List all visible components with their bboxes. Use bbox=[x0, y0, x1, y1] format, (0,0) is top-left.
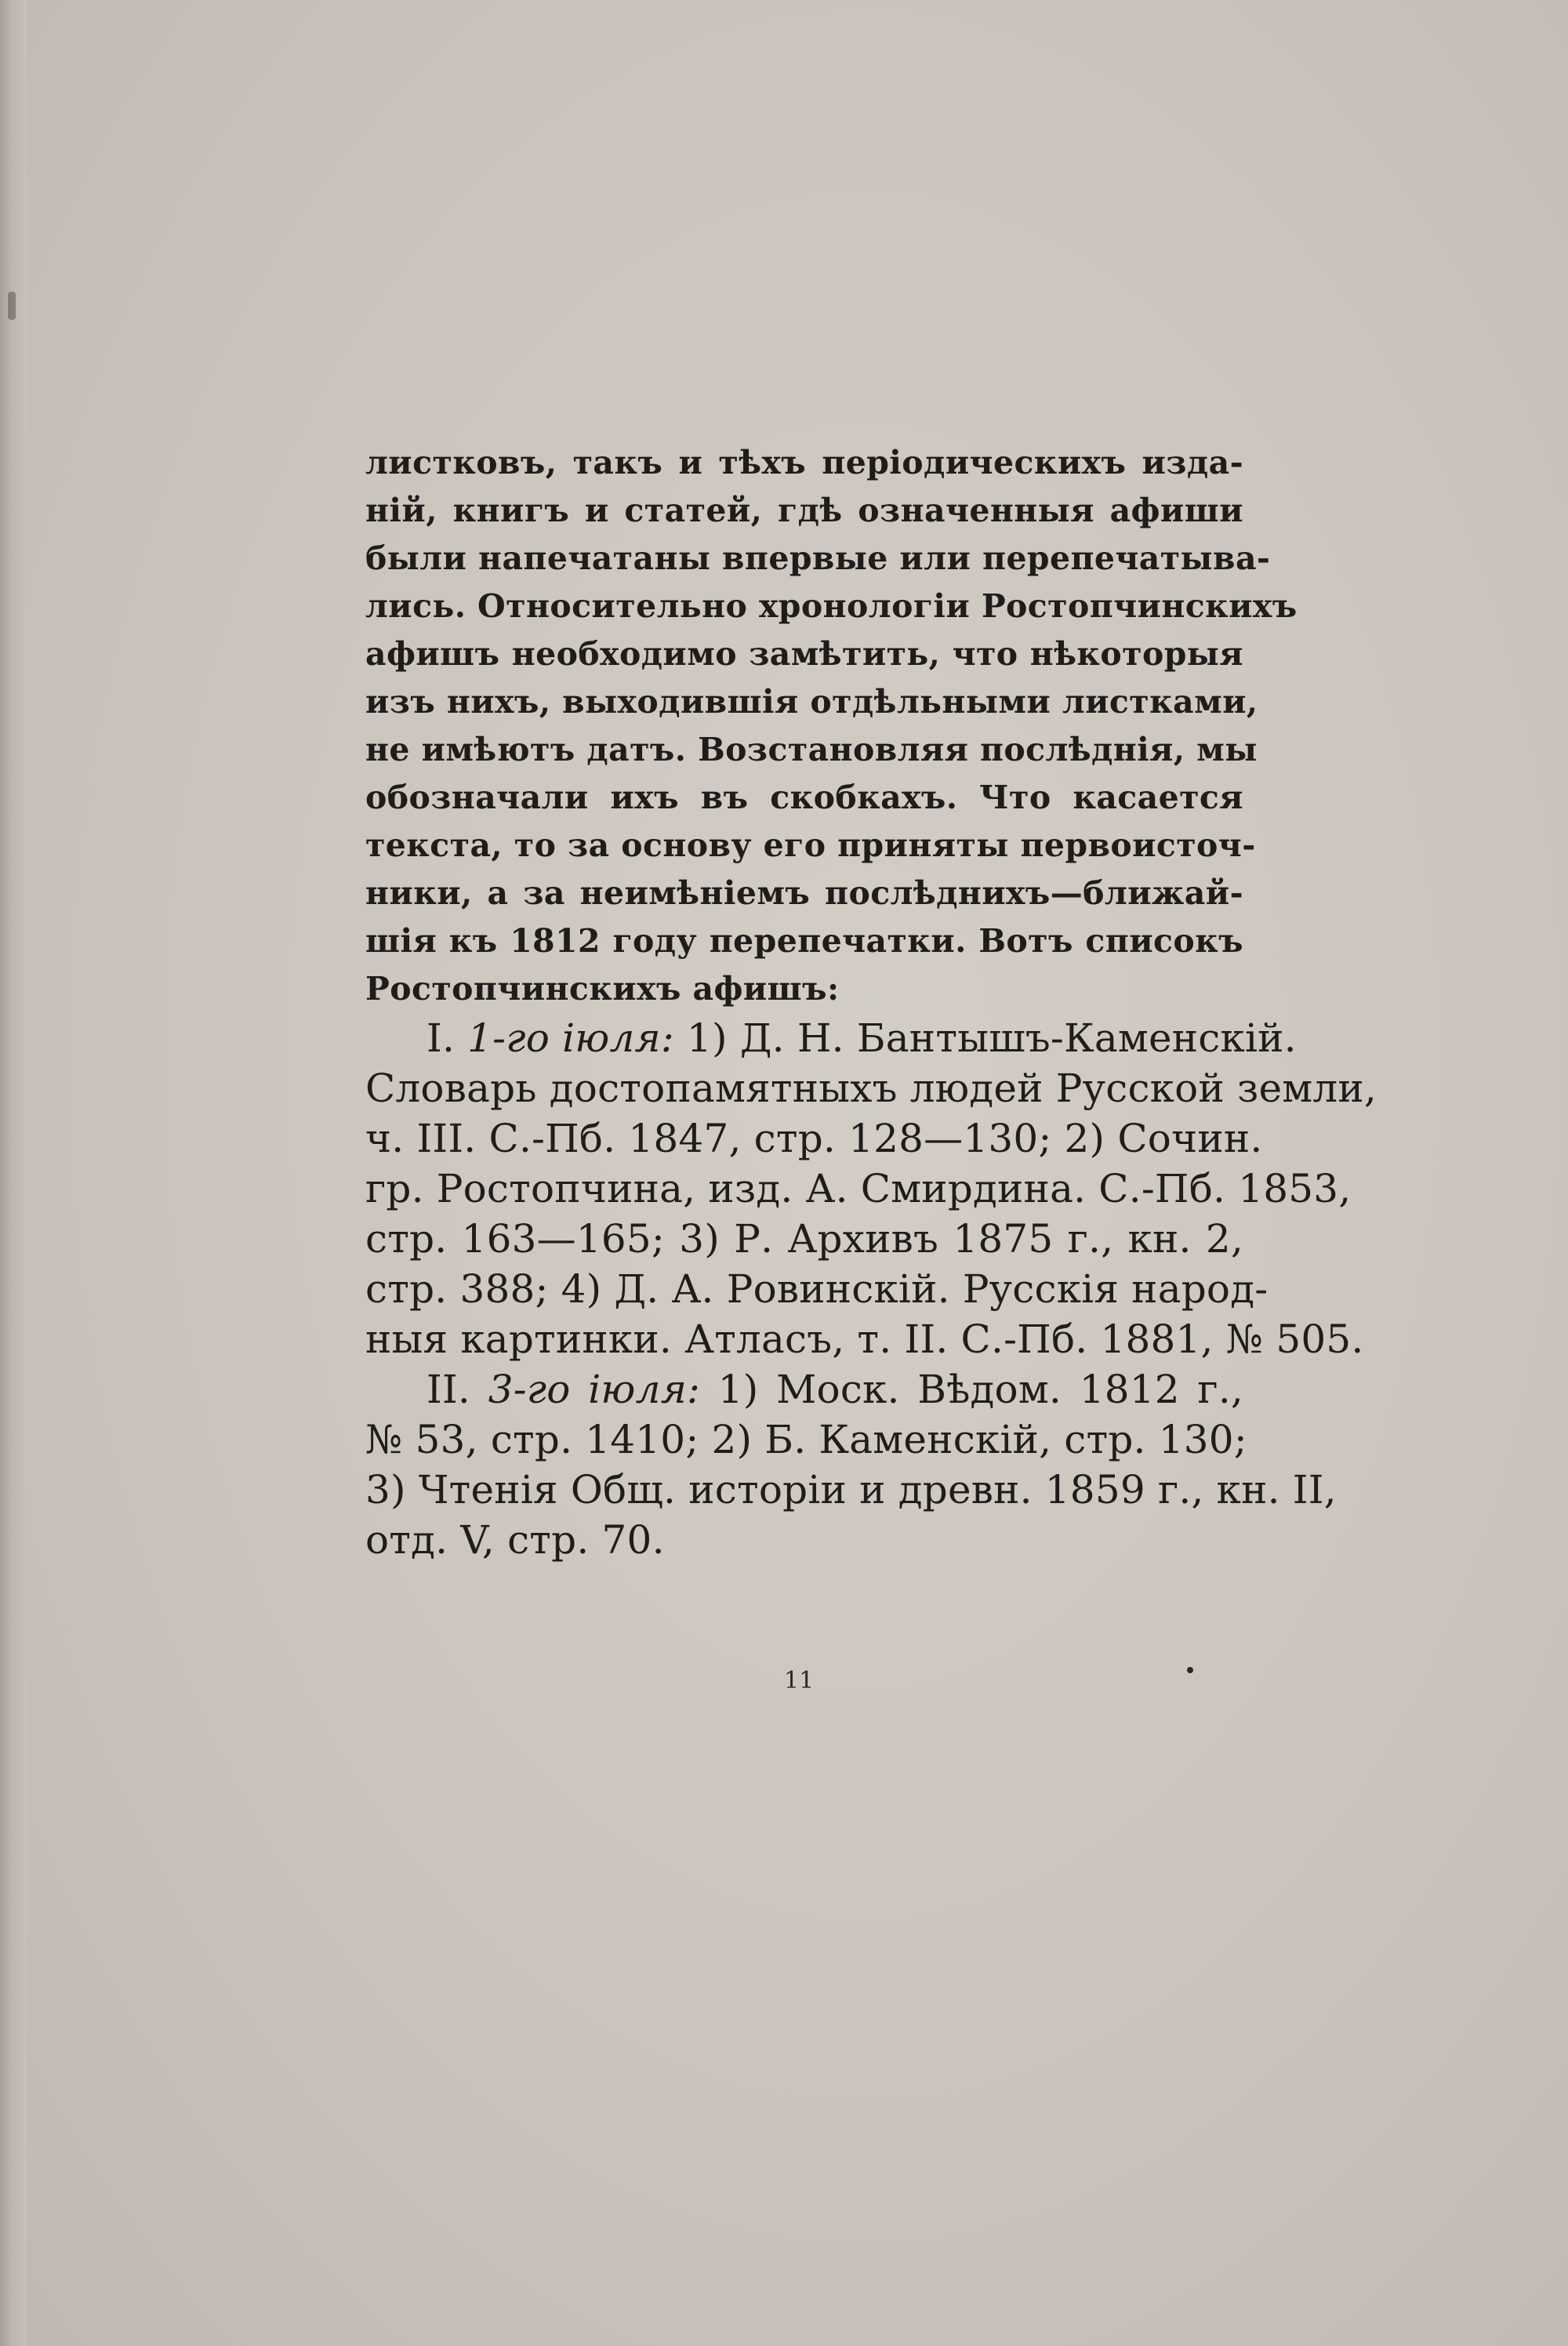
paragraph-line: шія къ 1812 году перепечатки. Вотъ списокъ bbox=[365, 922, 1243, 960]
paragraph-line: ній, книгъ и статей, гдѣ означенныя афиши bbox=[365, 492, 1243, 529]
entry-line: № 53, стр. 1410; 2) Б. Каменскій, стр. 130; bbox=[365, 1417, 1247, 1462]
binding-mark bbox=[8, 292, 16, 320]
ink-speck bbox=[1187, 1667, 1193, 1673]
entry-line: ныя картинки. Атласъ, т. II. С.-Пб. 1881, № 505. bbox=[365, 1316, 1364, 1362]
bibliography-entry-2 bbox=[365, 1364, 1337, 1565]
entry-first-line bbox=[365, 1013, 1297, 1063]
page-text-block bbox=[365, 439, 1377, 1565]
entry-date: 3-го іюля: bbox=[488, 1367, 701, 1412]
paragraph-line: афишъ необходимо замѣтить, что нѣкоторыя bbox=[365, 635, 1243, 673]
entry-line: гр. Ростопчина, изд. А. Смирдина. С.-Пб. 1853, bbox=[365, 1166, 1352, 1211]
bibliography-entry-1 bbox=[365, 1013, 1377, 1364]
paragraph-line: текста, то за основу его приняты первоисточ- bbox=[365, 826, 1256, 864]
paragraph-line: ники, а за неимѣніемъ послѣднихъ—ближай- bbox=[365, 874, 1243, 912]
paragraph-line: листковъ, такъ и тѣхъ періодическихъ изда- bbox=[365, 444, 1243, 481]
paragraph-line: лись. Относительно хронологіи Ростопчинскихъ bbox=[365, 587, 1298, 625]
paragraph-line: не имѣютъ датъ. Возстановляя послѣднія, мы bbox=[365, 731, 1258, 768]
entry-line: отд. V, стр. 70. bbox=[365, 1517, 665, 1563]
entry-first-line-text: 1) Д. Н. Бантышъ-Каменскій. bbox=[687, 1015, 1297, 1061]
entry-numeral: I. bbox=[426, 1015, 456, 1061]
entry-numeral: II. bbox=[426, 1367, 470, 1412]
page-gutter-edge bbox=[0, 0, 27, 2346]
paragraph-line: Ростопчинскихъ афишъ: bbox=[365, 970, 840, 1008]
paragraph-line: обозначали ихъ въ скобкахъ. Что касается bbox=[365, 779, 1243, 816]
entry-line: 3) Чтенія Общ. исторіи и древн. 1859 г., кн. II, bbox=[365, 1467, 1337, 1513]
page-number: 11 bbox=[784, 1667, 815, 1694]
intro-paragraph bbox=[365, 439, 1298, 1013]
entry-first-line bbox=[365, 1364, 1243, 1414]
paragraph-line: изъ нихъ, выходившія отдѣльными листками, bbox=[365, 683, 1258, 721]
entry-first-line-text: 1) Моск. Вѣдом. 1812 г., bbox=[717, 1367, 1244, 1412]
entry-line: Словарь достопамятныхъ людей Русской земли, bbox=[365, 1066, 1377, 1111]
paragraph-line: были напечатаны впервые или перепечатыва- bbox=[365, 539, 1271, 577]
entry-line: стр. 388; 4) Д. А. Ровинскій. Русскія народ- bbox=[365, 1266, 1269, 1312]
entry-line: стр. 163—165; 3) Р. Архивъ 1875 г., кн. 2, bbox=[365, 1216, 1243, 1262]
entry-line: ч. III. С.-Пб. 1847, стр. 128—130; 2) Сочин. bbox=[365, 1116, 1263, 1161]
entry-date: 1-го іюля: bbox=[467, 1015, 674, 1061]
